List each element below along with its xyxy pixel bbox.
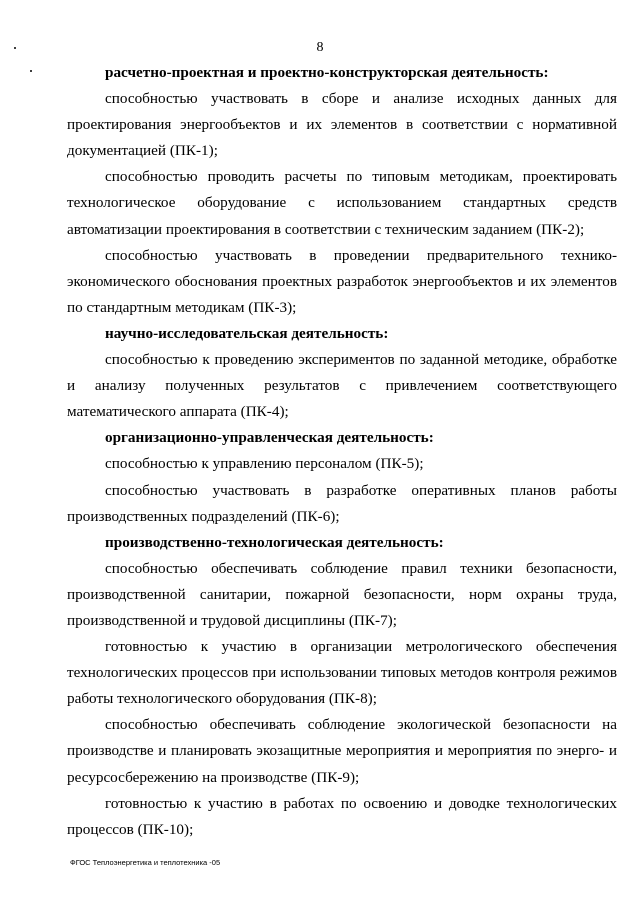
competency-item: способностью участвовать в разработке оперативных планов работы производственных подразделений (ПК-6);	[67, 481, 617, 525]
competency-item: способностью участвовать в сборе и анализе исходных данных для проектирования энергообъектов и их элементов в соответствии с нормативной документацией (ПК-1);	[67, 90, 617, 160]
section-heading: научно-исследовательская деятельность:	[105, 324, 389, 342]
scan-speck	[30, 70, 32, 72]
section-heading: расчетно-проектная и проектно-конструкторская деятельность:	[105, 64, 549, 81]
document-body	[67, 60, 617, 843]
section-heading: организационно-управленческая деятельность:	[105, 429, 434, 447]
competency-item: способностью обеспечивать соблюдение правил техники безопасности, производственной санитарии, пожарной безопасности, норм охраны труда, производственной и трудовой дисциплины (ПК-7);	[67, 559, 617, 629]
competency-item: способностью к управлению персоналом (ПК-5);	[105, 455, 424, 473]
competency-item: готовностью к участию в работах по освоению и доводке технологических процессов (ПК-10);	[67, 794, 617, 838]
competency-item: способностью проводить расчеты по типовым методикам, проектировать технологическое оборудование с использованием стандартных средств автоматизации проектирования в соответствии с техническим заданием (ПК-2);	[67, 168, 617, 238]
competency-item: способностью участвовать в проведении предварительного технико-экономического обоснования проектных разработок энергообъектов и их элементов по стандартным методикам (ПК-3);	[67, 246, 617, 316]
page-number: 8	[316, 40, 324, 55]
competency-item: способностью обеспечивать соблюдение экологической безопасности на производстве и планировать экозащитные мероприятия и мероприятия по энерго- и ресурсосбережению на производстве (ПК-9);	[67, 716, 617, 786]
section-heading: производственно-технологическая деятельность:	[105, 533, 444, 551]
competency-item: готовностью к участию в организации метрологического обеспечения технологических процессов при использовании типовых методов контроля режимов работы технологического оборудования (ПК-8);	[67, 638, 617, 708]
page-footer: ФГОС Теплоэнергетика и теплотехника -05	[70, 858, 221, 867]
competency-item: способностью к проведению экспериментов по заданной методике, обработке и анализу полученных результатов с привлечением соответствующего математического аппарата (ПК-4);	[67, 351, 617, 421]
